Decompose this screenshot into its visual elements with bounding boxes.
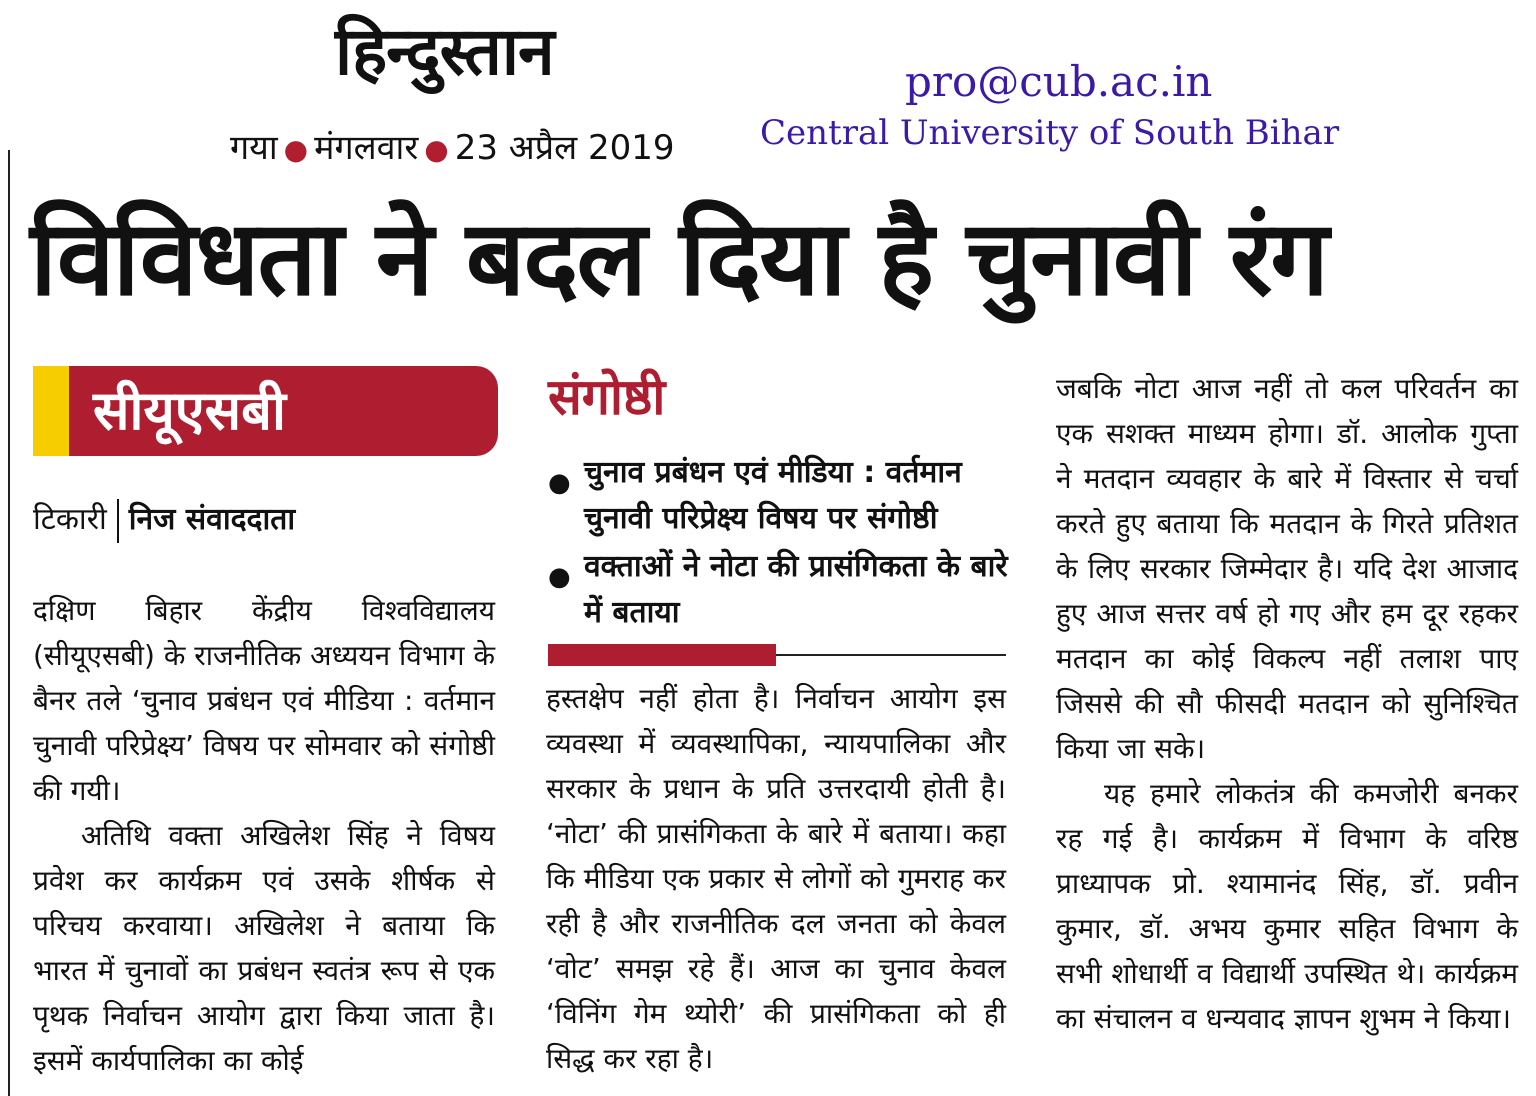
newspaper-masthead: हिन्दुस्तान: [335, 13, 554, 90]
dateline: [230, 118, 700, 178]
stamp-email: pro@cub.ac.in: [905, 57, 1213, 106]
column1-paragraph-2: अतिथि वक्ता अखिलेश सिंह ने विषय प्रवेश कर कार्यक्रम एवं उसके शीर्षक से परिचय करवाया। अखिलेश ने बताया कि भारत में चुनावों का प्रबंधन स्वतंत्र रूप से एक पृथक निर्वाचन आयोग द्वारा किया जाता है। इसमें कार्यपालिका का कोई: [33, 819, 495, 1077]
byline-reporter: निज संवाददाता: [128, 502, 296, 537]
bullet-dot-icon: ●: [548, 468, 571, 498]
stamp-institution: Central University of South Bihar: [760, 113, 1340, 153]
article-headline: विविधता ने बदल दिया है चुनावी रंग: [30, 197, 1327, 319]
column1-paragraph-1: दक्षिण बिहार केंद्रीय विश्वविद्यालय (सीयूएसबी) के राजनीतिक अध्ययन विभाग के बैनर तले ‘चुनाव प्रबंधन एवं मीडिया : वर्तमान चुनावी परिप्रेक्ष्य’ विषय पर सोमवार को संगोष्ठी की गयी।: [33, 594, 495, 807]
article-column-2: [546, 676, 1006, 1091]
bullet-dot-icon: ●: [548, 562, 571, 592]
highlight-bullet: [548, 450, 1008, 542]
dateline-city: गया: [230, 128, 278, 168]
dateline-date: 23 अप्रैल 2019: [454, 128, 675, 168]
highlight-bullet: [548, 544, 1008, 636]
article-column-1: [33, 588, 495, 1088]
bullet-dot-icon: ●: [283, 133, 309, 166]
highlight-bullet-text: चुनाव प्रबंधन एवं मीडिया : वर्तमान चुनावी परिप्रेक्ष्य विषय पर संगोष्ठी: [584, 455, 962, 536]
seminar-divider-accent: [548, 644, 776, 666]
byline: [33, 495, 503, 545]
seminar-label: संगोष्ठी: [548, 368, 666, 426]
section-tag: [33, 366, 498, 456]
dateline-day: मंगलवार: [314, 128, 419, 168]
tag-accent-stripe: [33, 366, 69, 456]
column3-paragraph-2: यह हमारे लोकतंत्र की कमजोरी बनकर रह गई है। कार्यक्रम में विभाग के वरिष्ठ प्राध्यापक प्रो. श्यामानंद सिंह, डॉ. प्रवीन कुमार, डॉ. अभय कुमार सहित विभाग के सभी शोधार्थी व विद्यार्थी उपस्थित थे। कार्यक्रम का संचालन व धन्यवाद ज्ञापन शुभम ने किया।: [1056, 777, 1518, 1035]
seminar-divider-line: [776, 654, 1006, 656]
highlight-bullet-text: वक्ताओं ने नोटा की प्रासंगिकता के बारे में बताया: [584, 549, 1008, 630]
column2-paragraph-1: हस्तक्षेप नहीं होता है। निर्वाचन आयोग इस व्यवस्था में व्यवस्थापिका, न्यायपालिका और सरकार के प्रधान के प्रति उत्तरदायी होती है। ‘नोटा’ की प्रासंगिकता के बारे में बताया। कहा कि मीडिया एक प्रकार से लोगों को गुमराह कर रही है और राजनीतिक दल जनता को केवल ‘वोट’ समझ रहे हैं। आज का चुनाव केवल ‘विनिंग गेम थ्योरी’ की प्रासंगिकता को ही सिद्ध कर रहा है।: [546, 682, 1006, 1075]
left-divider: [8, 150, 10, 1096]
article-column-3: [1056, 366, 1518, 1086]
section-tag-label: सीयूएसबी: [93, 379, 286, 442]
byline-place: टिकारी: [33, 502, 107, 537]
byline-divider: [117, 499, 119, 543]
column3-paragraph-1: जबकि नोटा आज नहीं तो कल परिवर्तन का एक सशक्त माध्यम होगा। डॉ. आलोक गुप्ता ने मतदान व्यवहार के बारे में विस्तार से चर्चा करते हुए बताया कि मतदान के गिरते प्रतिशत के लिए सरकार जिम्मेदार है। यदि देश आजाद हुए आज सत्तर वर्ष हो गए और हम दूर रहकर मतदान का कोई विकल्प नहीं तलाश पाए जिससे की सौ फीसदी मतदान को सुनिश्चित किया जा सके।: [1056, 372, 1518, 765]
bullet-dot-icon: ●: [424, 133, 449, 166]
